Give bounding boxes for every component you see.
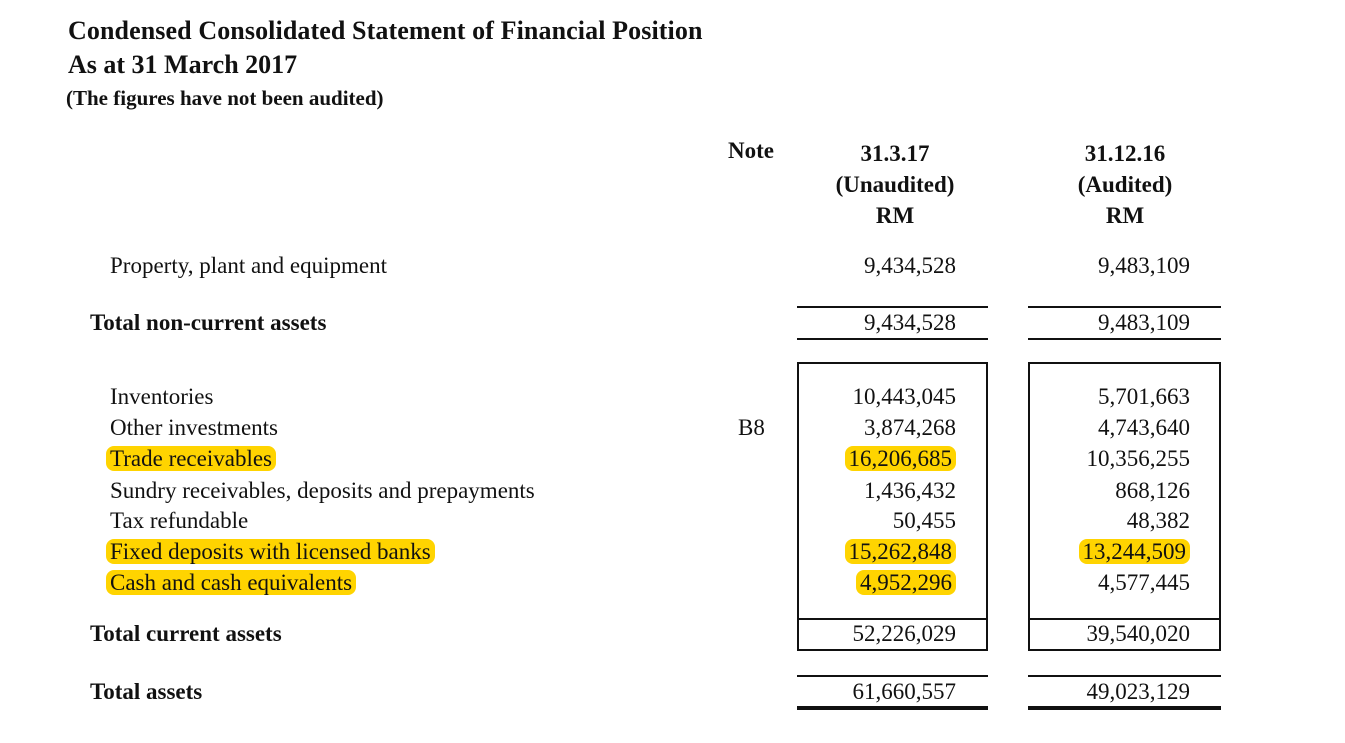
highlighted-value: 15,262,848 xyxy=(845,539,957,564)
value-total-current-current: 52,226,029 xyxy=(852,621,956,646)
column-unit: RM xyxy=(875,203,915,228)
column-status: (Unaudited) xyxy=(835,172,955,197)
page-title: Condensed Consolidated Statement of Financial Position xyxy=(68,16,703,45)
value-other-investments-current: 3,874,268 xyxy=(864,415,956,440)
highlighted-value: 16,206,685 xyxy=(845,446,957,471)
value-ppe-current: 9,434,528 xyxy=(864,253,956,278)
value-total-assets-prior: 49,023,129 xyxy=(1086,679,1190,704)
value-total-noncurrent-current: 9,434,528 xyxy=(864,310,956,335)
rule-top xyxy=(1028,306,1221,308)
value-trade-receivables-current xyxy=(800,446,956,472)
value-tax-refundable-prior: 48,382 xyxy=(1126,508,1190,533)
value-cash-current xyxy=(800,570,956,596)
rule-side xyxy=(986,620,988,650)
rule-top xyxy=(797,306,988,308)
row-label-other-investments: Other investments xyxy=(110,415,278,440)
highlighted-text: Fixed deposits with licensed banks xyxy=(106,539,435,564)
value-total-assets-current: 61,660,557 xyxy=(852,679,956,704)
row-label-cash xyxy=(110,570,356,596)
rule-bottom xyxy=(797,649,988,651)
value-trade-receivables-prior: 10,356,255 xyxy=(1086,446,1190,471)
note-column-header: Note xyxy=(728,138,774,163)
double-rule xyxy=(1028,706,1221,710)
audit-note: (The figures have not been audited) xyxy=(66,86,384,110)
value-total-noncurrent-prior: 9,483,109 xyxy=(1098,310,1190,335)
value-cash-prior: 4,577,445 xyxy=(1098,570,1190,595)
highlighted-text: Cash and cash equivalents xyxy=(106,570,356,595)
highlighted-value: 13,244,509 xyxy=(1079,539,1191,564)
value-total-current-prior: 39,540,020 xyxy=(1086,621,1190,646)
value-sundry-current: 1,436,432 xyxy=(864,478,956,503)
double-rule xyxy=(797,706,988,710)
row-label-trade-receivables xyxy=(110,446,276,472)
column-status: (Audited) xyxy=(1077,172,1173,197)
row-label-sundry-receivables: Sundry receivables, deposits and prepayments xyxy=(110,478,535,503)
rule-top xyxy=(797,675,988,677)
row-label-fixed-deposits xyxy=(110,539,435,565)
value-inventories-prior: 5,701,663 xyxy=(1098,384,1190,409)
column-date: 31.12.16 xyxy=(1084,141,1166,166)
value-fixed-deposits-current xyxy=(800,539,956,565)
highlighted-text: Trade receivables xyxy=(106,446,276,471)
rule-bottom xyxy=(1028,649,1221,651)
value-sundry-prior: 868,126 xyxy=(1115,478,1190,503)
page-subtitle: As at 31 March 2017 xyxy=(68,50,298,79)
row-label-total-assets: Total assets xyxy=(90,679,203,704)
row-label-ppe: Property, plant and equipment xyxy=(110,253,387,278)
value-other-investments-prior: 4,743,640 xyxy=(1098,415,1190,440)
value-inventories-current: 10,443,045 xyxy=(852,384,956,409)
row-label-total-noncurrent: Total non-current assets xyxy=(90,310,327,335)
rule-top xyxy=(1028,675,1221,677)
rule-bottom xyxy=(797,338,988,340)
row-label-total-current: Total current assets xyxy=(90,621,282,646)
row-label-inventories: Inventories xyxy=(110,384,214,409)
column-header-prior xyxy=(1030,138,1220,231)
rule-side xyxy=(797,620,799,650)
rule-bottom xyxy=(1028,338,1221,340)
column-date: 31.3.17 xyxy=(860,141,930,166)
column-header-current xyxy=(800,138,990,231)
value-fixed-deposits-prior xyxy=(1030,539,1190,565)
highlighted-value: 4,952,296 xyxy=(856,570,956,595)
rule-side xyxy=(1028,620,1030,650)
note-reference: B8 xyxy=(738,415,765,440)
row-label-tax-refundable: Tax refundable xyxy=(110,508,249,533)
value-tax-refundable-current: 50,455 xyxy=(892,508,956,533)
value-ppe-prior: 9,483,109 xyxy=(1098,253,1190,278)
column-unit: RM xyxy=(1105,203,1145,228)
rule-side xyxy=(1219,620,1221,650)
